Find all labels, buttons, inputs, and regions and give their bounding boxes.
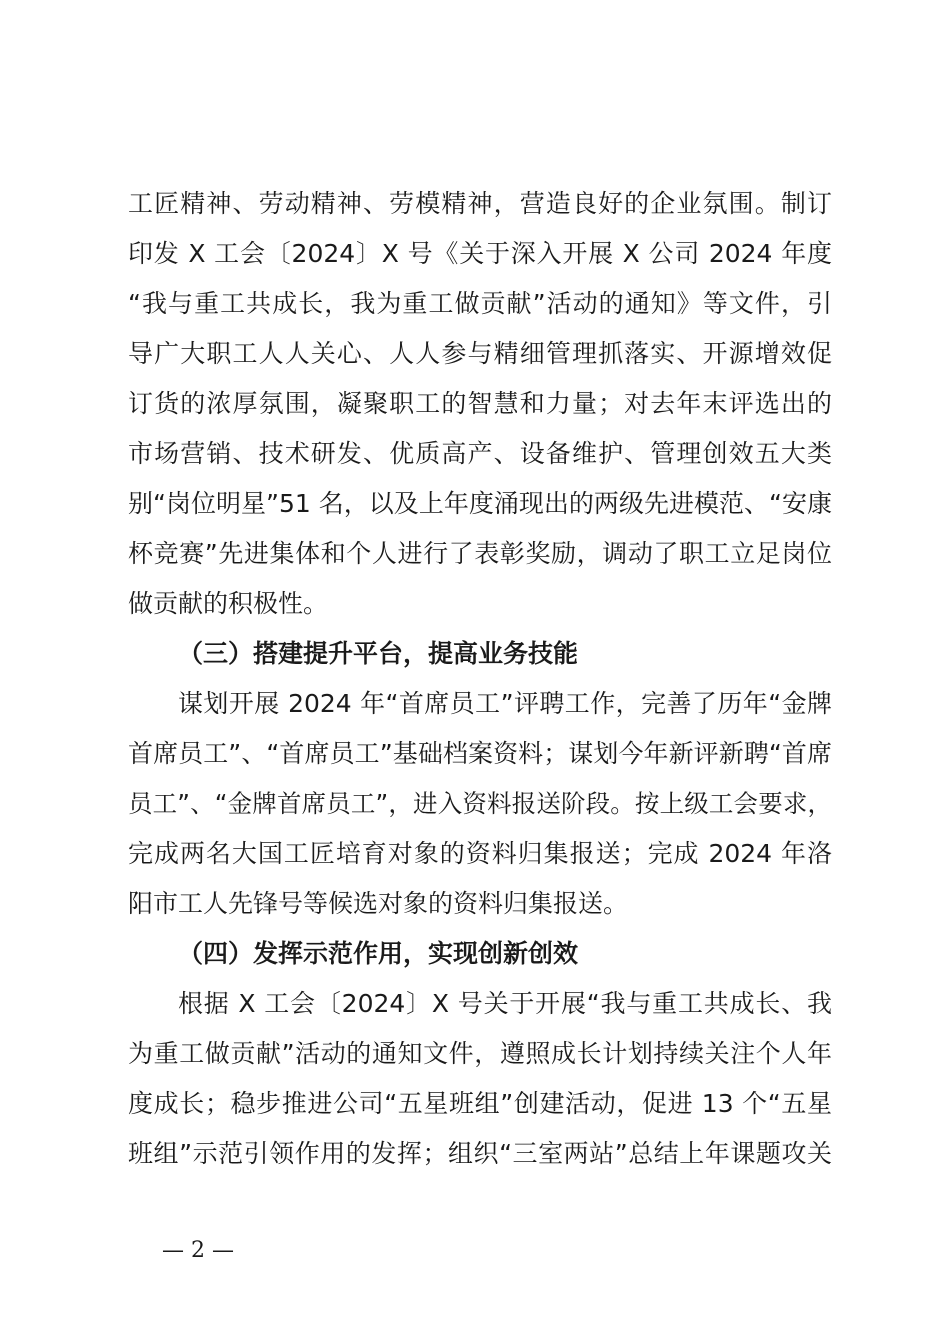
body-line: 谋划开展 2024 年“首席员工”评聘工作，完善了历年“金牌 <box>178 689 832 718</box>
body-line: 订货的浓厚氛围，凝聚职工的智慧和力量；对去年末评选出的 <box>128 389 832 418</box>
body-line: “我与重工共成长，我为重工做贡献”活动的通知》等文件，引 <box>128 289 832 318</box>
body-line: 根据 X 工会〔2024〕X 号关于开展“我与重工共成长、我 <box>178 989 832 1018</box>
body-line: 工匠精神、劳动精神、劳模精神，营造良好的企业氛围。制订 <box>128 189 832 218</box>
body-line: 班组”示范引领作用的发挥；组织“三室两站”总结上年课题攻关 <box>128 1139 832 1168</box>
body-line: 员工”、“金牌首席员工”，进入资料报送阶段。按上级工会要求， <box>128 789 832 818</box>
body-line: 完成两名大国工匠培育对象的资料归集报送；完成 2024 年洛 <box>128 839 832 868</box>
body-line: 首席员工”、“首席员工”基础档案资料；谋划今年新评新聘“首席 <box>128 739 832 768</box>
body-line: 度成长；稳步推进公司“五星班组”创建活动，促进 13 个“五星 <box>128 1089 832 1118</box>
body-line: 市场营销、技术研发、优质高产、设备维护、管理创效五大类 <box>128 439 832 468</box>
body-line: 为重工做贡献”活动的通知文件，遵照成长计划持续关注个人年 <box>128 1039 832 1068</box>
body-line: 做贡献的积极性。 <box>128 589 329 618</box>
body-line: 印发 X 工会〔2024〕X 号《关于深入开展 X 公司 2024 年度 <box>128 239 832 268</box>
section-heading-3: （三）搭建提升平台，提高业务技能 <box>178 639 579 668</box>
body-line: 别“岗位明星”51 名，以及上年度涌现出的两级先进模范、“安康 <box>128 489 832 518</box>
section-heading-4: （四）发挥示范作用，实现创新创效 <box>178 939 579 968</box>
body-line: 杯竞赛”先进集体和个人进行了表彰奖励，调动了职工立足岗位 <box>128 539 832 568</box>
page-number: — 2 — <box>162 1238 234 1263</box>
body-line: 导广大职工人人关心、人人参与精细管理抓落实、开源增效促 <box>128 339 832 368</box>
body-line: 阳市工人先锋号等候选对象的资料归集报送。 <box>128 889 629 918</box>
